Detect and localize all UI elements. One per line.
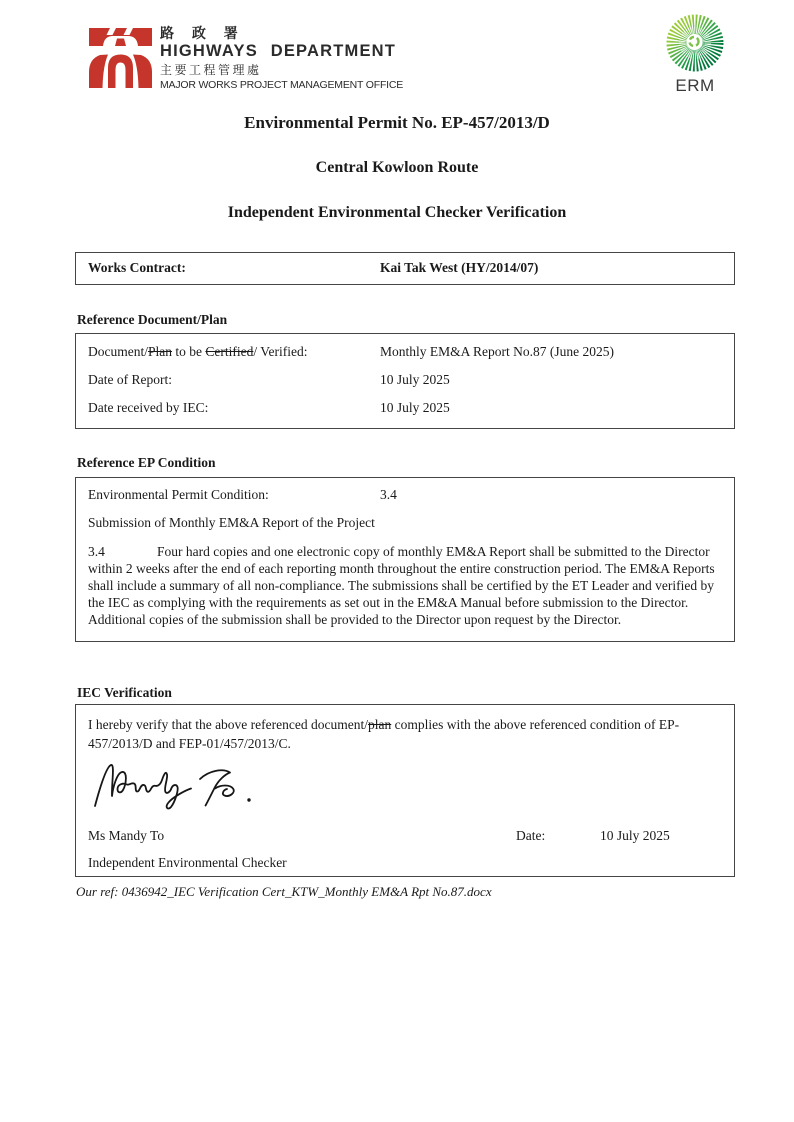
works-contract-box (75, 252, 735, 285)
document-verified-label (88, 344, 380, 360)
verification-statement (88, 715, 722, 753)
ep-condition-row (88, 487, 722, 503)
our-ref-line: Our ref: 0436942_IEC Verification Cert_KTW_Monthly EM&A Rpt No.87.docx (76, 884, 492, 899)
statement-part-struck: plan (368, 717, 392, 732)
label-part-struck: Plan (148, 344, 173, 359)
label-part: Document/ (88, 344, 148, 359)
works-contract-value: Kai Tak West (HY/2014/07) (380, 260, 539, 275)
signatory-row (88, 828, 722, 846)
label-part-struck: Certified (205, 344, 254, 359)
hyd-office-english: MAJOR WORKS PROJECT MANAGEMENT OFFICE (160, 79, 404, 91)
date-of-report-row (88, 372, 722, 388)
signatory-title: Independent Environmental Checker (88, 855, 287, 870)
reference-document-box (75, 333, 735, 429)
iec-verification-box (75, 704, 735, 877)
document-type-title: Independent Environmental Checker Verification (227, 204, 567, 221)
clause-text: Four hard copies and one electronic copy of monthly EM&A Report shall be submitted to the Director within 2 weeks after the end of each reporting month throughout the entire construction period. The EM&A Reports shall include a summary of all non-compliance. The submissions shall be certified by the ET Leader and verified by the IEC as complying with the requirements as set out in the EM&A Manual before submission to the Director. Additional copies of the submission shall be provided to the Director upon request by the Director. (88, 544, 715, 627)
date-label: Date: (516, 828, 546, 843)
ep-condition-label: Environmental Permit Condition: (88, 487, 269, 502)
iec-verification-heading: IEC Verification (77, 685, 172, 700)
date-received-row (88, 400, 722, 416)
hyd-name-chinese: 路 政 署 (160, 25, 245, 41)
date-received-label: Date received by IEC: (88, 400, 209, 415)
document-verified-row (88, 344, 722, 360)
highways-department-logo-icon (88, 26, 154, 90)
permit-number-title: Environmental Permit No. EP-457/2013/D (244, 113, 550, 132)
project-title: Central Kowloon Route (315, 159, 479, 176)
date-received-value: 10 July 2025 (380, 400, 450, 415)
ep-condition-heading: Reference EP Condition (77, 455, 216, 470)
label-part: / Verified: (253, 344, 308, 359)
clause-number: 3.4 (88, 544, 105, 559)
highways-department-wordmark (160, 25, 403, 92)
ep-condition-box (75, 477, 735, 642)
document-verified-value: Monthly EM&A Report No.87 (June 2025) (380, 344, 614, 359)
hyd-name-english: HIGHWAYS DEPARTMENT (160, 42, 397, 60)
reference-document-heading: Reference Document/Plan (77, 312, 228, 327)
signature-handwritten (90, 758, 270, 814)
label-part: to be (172, 344, 206, 359)
ep-condition-subject: Submission of Monthly EM&A Report of the Project (88, 515, 375, 530)
ep-condition-clause (88, 543, 722, 628)
statement-part: complies with the above referenced condition of EP-457/2013/D and FEP-01/457/2013/C. (88, 717, 680, 751)
ep-condition-value: 3.4 (380, 487, 397, 502)
date-of-report-value: 10 July 2025 (380, 372, 450, 387)
date-of-report-label: Date of Report: (88, 372, 172, 387)
erm-wordmark: ERM (675, 76, 715, 95)
signatory-name: Ms Mandy To (88, 828, 165, 843)
statement-part: I hereby verify that the above referenced document/ (88, 717, 368, 732)
date-value: 10 July 2025 (600, 828, 670, 843)
hyd-office-chinese: 主要工程管理處 (160, 63, 262, 77)
works-contract-label: Works Contract: (88, 260, 186, 275)
erm-logo-icon (663, 13, 727, 77)
